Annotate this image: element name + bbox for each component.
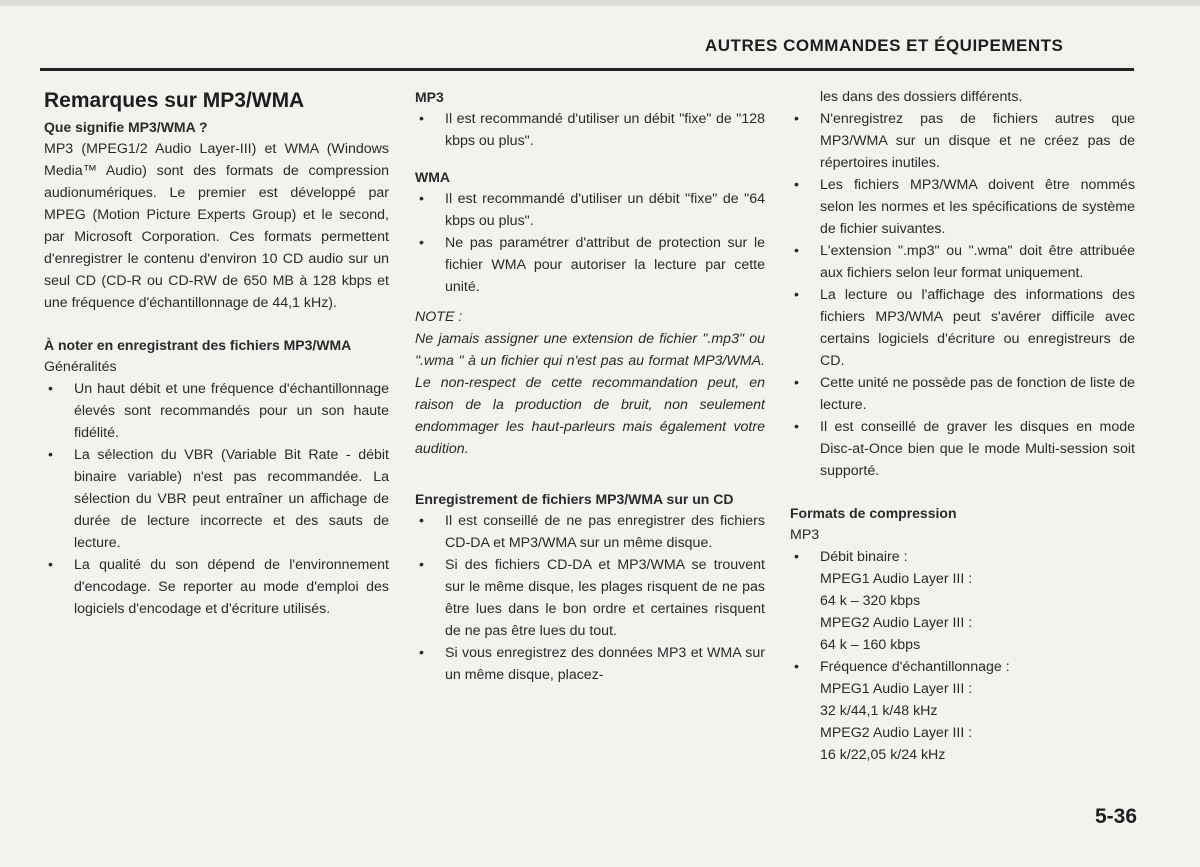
continued-text: les dans des dossiers différents. — [820, 89, 1023, 105]
list-item: • Cette unité ne possède pas de fonction de liste de lecture. — [790, 372, 1135, 416]
note-label: NOTE : — [415, 309, 463, 325]
wma-list — [415, 188, 765, 298]
list-item: • Il est recommandé d'utiliser un débit "fixe" de "128 kbps ou plus". — [415, 108, 765, 152]
spec-line: MPEG2 Audio Layer III : — [820, 725, 973, 741]
question-body: MP3 (MPEG1/2 Audio Layer-III) et WMA (Windows Media™ Audio) sont des formats de compression audionumériques. Le premier est développé par MPEG (Motion Picture Experts Group) et le second, par Microsoft Corporation. Ces formats permettent d'enregistrer le contenu d'environ 10 CD audio sur un seul CD (CD-R ou CD-RW de 650 MB à 128 kbps et une fréquence d'échantillonnage de 44,1 kHz). — [44, 141, 389, 311]
spec-line: MPEG2 Audio Layer III : — [820, 615, 973, 631]
list-item: • Il est conseillé de ne pas enregistrer des fichiers CD-DA et MP3/WMA sur un même disque. — [415, 510, 765, 554]
spec-line: 64 k – 160 kbps — [820, 637, 921, 653]
list-item: • La qualité du son dépend de l'environnement d'encodage. Se reporter au mode d'emploi des logiciels d'encodage et d'écriture utilisés. — [44, 554, 389, 620]
bitrate-label: • Débit binaire : — [820, 549, 908, 565]
list-item: • La sélection du VBR (Variable Bit Rate - débit binaire variable) n'est pas recommandée. La sélection du VBR peut entraîner un affichage de durée de lecture incorrecte et des sauts de lecture. — [44, 444, 389, 554]
main-heading: Remarques sur MP3/WMA — [44, 89, 305, 112]
general-list — [44, 378, 389, 620]
column-2 — [415, 86, 765, 686]
recording-list — [415, 510, 765, 686]
header-rule — [40, 68, 1134, 71]
list-item — [790, 546, 1135, 656]
mp3-title: MP3 — [415, 89, 444, 105]
general-label: Généralités — [44, 359, 117, 375]
list-item: • N'enregistrez pas de fichiers autres que MP3/WMA sur un disque et ne créez pas de répertoires inutiles. — [790, 108, 1135, 174]
spec-line: 64 k – 320 kbps — [820, 593, 921, 609]
sampling-label: • Fréquence d'échantillonnage : — [820, 659, 1010, 675]
page-number: 5-36 — [1095, 805, 1138, 828]
list-item — [790, 656, 1135, 766]
question-title: Que signifie MP3/WMA ? — [44, 119, 208, 135]
file-rules-list — [790, 108, 1135, 482]
column-1 — [44, 86, 389, 620]
list-item: • Il est conseillé de graver les disques en mode Disc-at-Once bien que le mode Multi-session soit supporté. — [790, 416, 1135, 482]
list-item: • La lecture ou l'affichage des informations des fichiers MP3/WMA peut s'avérer difficile avec certains logiciels d'écriture ou enregistreurs de CD. — [790, 284, 1135, 372]
mp3-list — [415, 108, 765, 152]
list-item: • Un haut débit et une fréquence d'échantillonnage élevés sont recommandés pour un son haute fidélité. — [44, 378, 389, 444]
list-item: • Il est recommandé d'utiliser un débit "fixe" de "64 kbps ou plus". — [415, 188, 765, 232]
note-text: Ne jamais assigner une extension de fichier ".mp3" ou ".wma " à un fichier qui n'est pas au format MP3/WMA. Le non-respect de cette recommandation peut, en raison de la production de bruit, non seulement endommager les haut-parleurs mais également votre audition. — [415, 331, 765, 457]
recording-title: Enregistrement de fichiers MP3/WMA sur un CD — [415, 491, 734, 507]
spec-line: 32 k/44,1 k/48 kHz — [820, 703, 938, 719]
spec-line: MPEG1 Audio Layer III : — [820, 571, 973, 587]
section-header: AUTRES COMMANDES ET ÉQUIPEMENTS — [705, 36, 1064, 55]
format-specs — [790, 546, 1135, 766]
format-name: MP3 — [790, 527, 820, 543]
column-3 — [790, 86, 1135, 766]
formats-title: Formats de compression — [790, 505, 957, 521]
list-item: • Si vous enregistrez des données MP3 et WMA sur un même disque, placez- — [415, 642, 765, 686]
spec-line: 16 k/22,05 k/24 kHz — [820, 747, 946, 763]
list-item: • Les fichiers MP3/WMA doivent être nommés selon les normes et les spécifications de système de fichier suivantes. — [790, 174, 1135, 240]
list-item: • Si des fichiers CD-DA et MP3/WMA se trouvent sur le même disque, les plages risquent de ne pas être lues dans le bon ordre et certaines risquent de ne pas être lues du tout. — [415, 554, 765, 642]
note-title: À noter en enregistrant des fichiers MP3/WMA — [44, 337, 352, 353]
top-shadow — [0, 0, 1200, 6]
list-item: • Ne pas paramétrer d'attribut de protection sur le fichier WMA pour autoriser la lecture par cette unité. — [415, 232, 765, 298]
spec-line: MPEG1 Audio Layer III : — [820, 681, 973, 697]
wma-title: WMA — [415, 169, 450, 185]
list-item: • L'extension ".mp3" ou ".wma" doit être attribuée aux fichiers selon leur format uniquement. — [790, 240, 1135, 284]
